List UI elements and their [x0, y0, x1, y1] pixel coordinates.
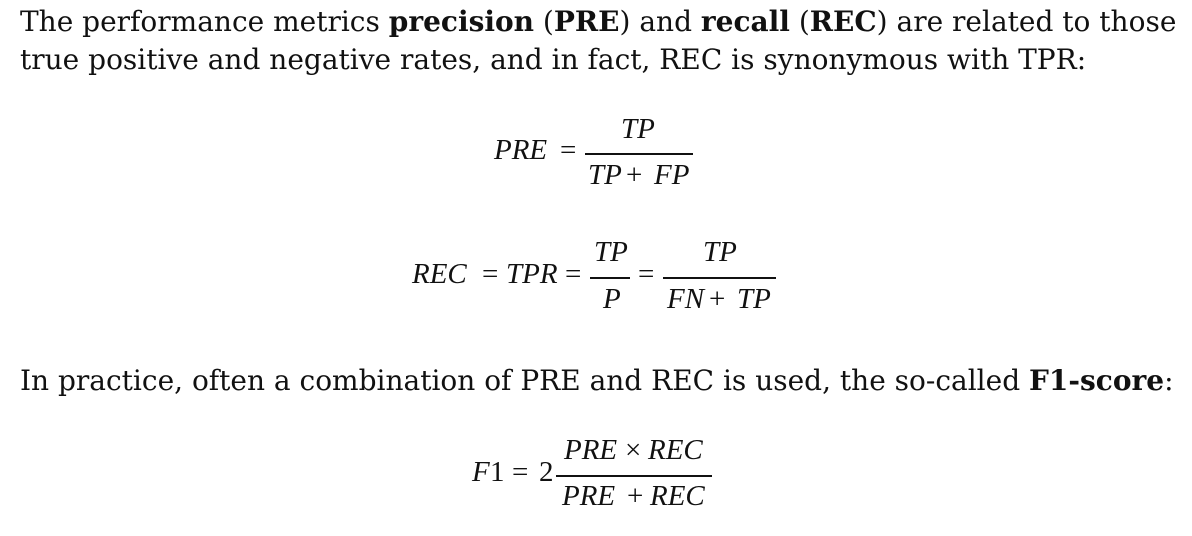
- term-precision: precision: [388, 5, 535, 38]
- f1-denominator-plus: +: [627, 480, 644, 512]
- f1-fraction-bar: [556, 475, 712, 477]
- pre-equals: =: [560, 134, 577, 166]
- rec-frac2-denominator-a: FN: [667, 283, 705, 315]
- f1-denominator-b: REC: [650, 480, 705, 512]
- f1-lhs: F: [472, 456, 490, 488]
- f1-numerator-b: REC: [648, 434, 703, 466]
- abbr-pre: PRE: [553, 5, 620, 38]
- rec-equals-2: =: [565, 258, 582, 290]
- intro-text-4: (: [789, 5, 810, 38]
- intro-text-1: The performance metrics: [20, 5, 389, 38]
- term-f1-score: F1-score: [1029, 364, 1165, 397]
- abbr-rec: REC: [809, 5, 877, 38]
- f1-numerator-times: ×: [625, 434, 642, 466]
- rec-lhs-b: TPR: [506, 258, 558, 290]
- f1-numerator-a: PRE: [564, 434, 618, 466]
- practice-text-1: In practice, often a combination of PRE and REC is used, the so-called: [20, 364, 1030, 397]
- rec-equals-3: =: [638, 258, 655, 290]
- intro-text-5: ) are related to those true positive and negative rates, and in fact, REC is synonymous with TPR:: [20, 5, 1177, 76]
- practice-text-2: :: [1164, 364, 1174, 397]
- pre-numerator: TP: [621, 113, 655, 145]
- f1-lhs-digit: 1: [490, 456, 505, 488]
- pre-lhs: PRE: [494, 134, 548, 166]
- pre-denominator-plus: +: [626, 159, 643, 191]
- rec-frac2-numerator: TP: [703, 236, 737, 268]
- rec-frac2-denominator-plus: +: [709, 283, 726, 315]
- rec-frac2-denominator-b: TP: [737, 283, 771, 315]
- rec-frac1-numerator: TP: [594, 236, 628, 268]
- rec-equals-1: =: [482, 258, 499, 290]
- rec-frac1-denominator: P: [603, 283, 621, 315]
- intro-text-2: (: [534, 5, 554, 38]
- intro-text-3: ) and: [619, 5, 701, 38]
- term-recall: recall: [700, 5, 790, 38]
- pre-denominator-b: FP: [654, 159, 690, 191]
- f1-denominator-a: PRE: [562, 480, 616, 512]
- f1-coefficient: 2: [539, 456, 554, 488]
- pre-denominator-a: TP: [588, 159, 622, 191]
- f1-equals: =: [512, 456, 529, 488]
- rec-lhs-a: REC: [412, 258, 467, 290]
